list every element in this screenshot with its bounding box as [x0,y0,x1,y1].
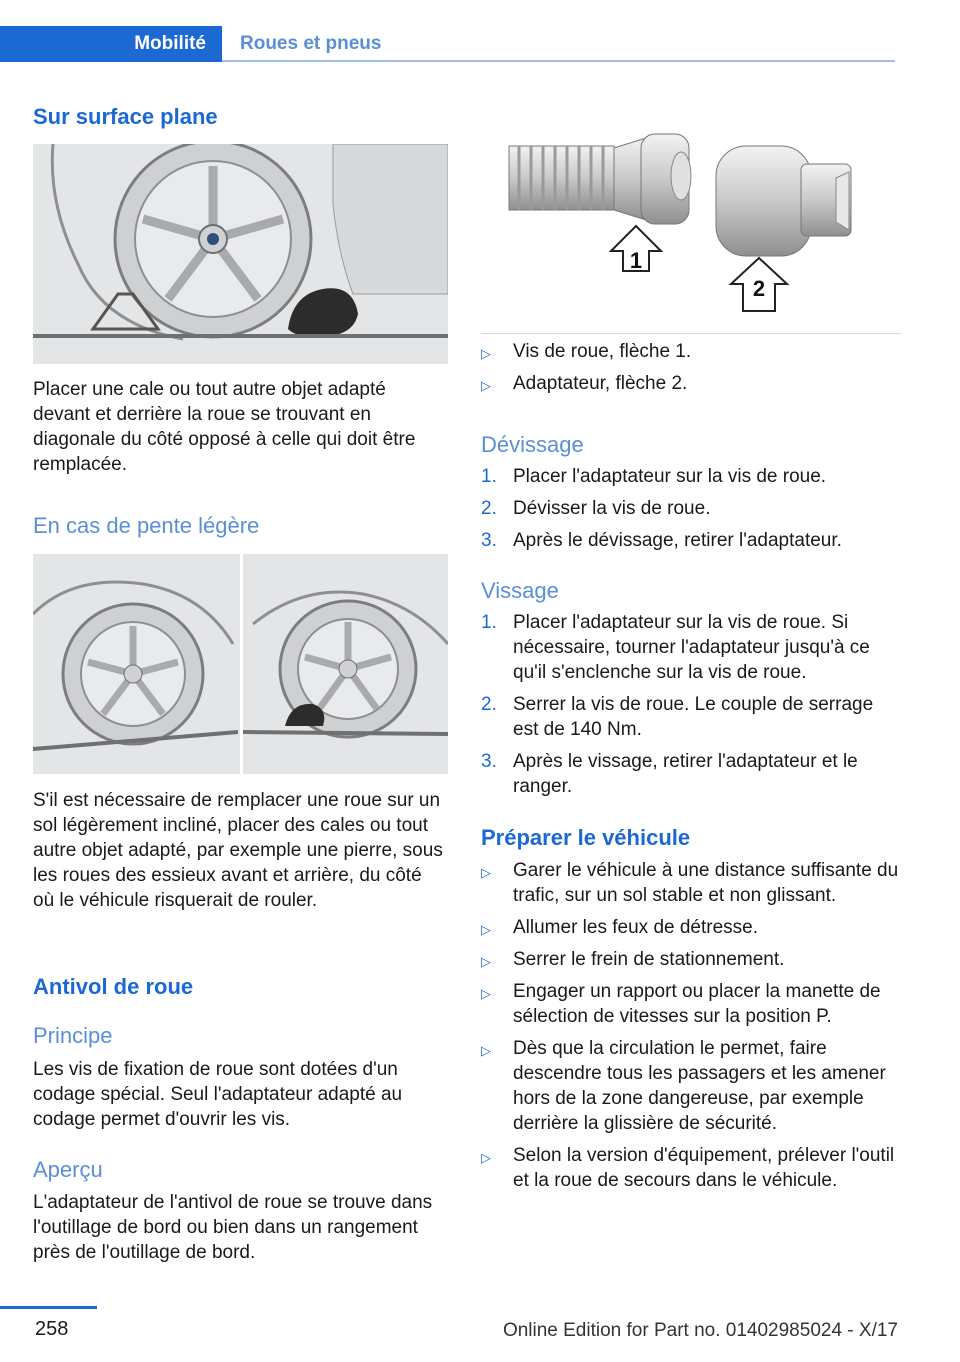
list-item: 2. Serrer la vis de roue. Le couple de serrage est de 140 Nm. [481,694,874,740]
screwing-steps [481,610,901,799]
tab-roues-et-pneus[interactable]: Roues et pneus [240,33,382,54]
chapter-tabs [0,26,895,62]
triangle-bullet-icon: ▷ [481,954,491,969]
parts-list [481,339,901,396]
list-item: 2. Dévisser la vis de roue. [481,498,711,519]
list-item: ▷ Allumer les feux de détresse. [481,915,901,940]
heading-overview: Aperçu [33,1157,103,1182]
list-item: 1. Placer l'adaptateur sur la vis de roue. Si nécessaire, tourner l'adaptateur jusqu'à ce qu'il s'enclenche sur la vis de roue. [481,612,870,683]
wheel-chock-flat-illustration [33,144,448,364]
arrow-label-1: 1 [629,248,643,273]
list-item: ▷ Vis de roue, flèche 1. [481,339,901,364]
page-number: 258 [35,1318,69,1340]
list-item: ▷ Serrer le frein de stationnement. [481,947,901,972]
heading-flat-surface: Sur surface plane [33,104,218,129]
lock-bolt-adapter-drawing [481,126,896,326]
heading-screwing: Vissage [481,578,559,603]
wheel-chock-slope-drawing [33,554,448,774]
triangle-bullet-icon: ▷ [481,865,491,880]
paragraph-overview: L'adaptateur de l'antivol de roue se trouve dans l'outillage de bord ou bien dans un rangement près de l'outillage de bord. [33,1192,433,1263]
tab-mobilite[interactable]: Mobilité [0,26,222,62]
list-item: ▷ Engager un rapport ou placer la manette de sélection de vitesses sur la position P. [481,981,881,1027]
list-item: ▷ Garer le véhicule à une distance suffisante du trafic, sur un sol stable et non glissant. [481,860,899,906]
list-item: ▷ Adaptateur, flèche 2. [481,371,901,396]
wheel-chock-flat-drawing [33,144,448,364]
paragraph-principle: Les vis de fixation de roue sont dotées d'un codage spécial. Seul l'adaptateur adapté au codage permet d'ouvrir les vis. [33,1059,403,1130]
triangle-bullet-icon: ▷ [481,986,491,1001]
paragraph-flat-surface: Placer une cale ou tout autre objet adapté devant et derrière la roue se trouvant en diagonale du côté opposé à celle qui doit être remplacée. [33,379,416,475]
triangle-bullet-icon: ▷ [481,1043,491,1058]
list-item: 1. Placer l'adaptateur sur la vis de roue. [481,466,827,487]
list-item: 3. Après le dévissage, retirer l'adaptateur. [481,530,842,551]
triangle-bullet-icon: ▷ [481,1150,491,1165]
figure-rule [481,333,901,334]
list-item: ▷ Selon la version d'équipement, prélever l'outil et la roue de secours dans le véhicule. [481,1145,895,1191]
triangle-bullet-icon: ▷ [481,378,491,393]
paragraph-slight-slope: S'il est nécessaire de remplacer une roue sur un sol légèrement incliné, placer des cales ou tout autre objet adapté, par exemple une pierre, sous les roues des essieux avant et arrière, du côté où le véhicule risquerait de rouler. [33,790,443,911]
heading-wheel-lock: Antivol de roue [33,974,194,999]
triangle-bullet-icon: ▷ [481,922,491,937]
tab-underline [222,60,895,62]
list-item: 3. Après le vissage, retirer l'adaptateur et le ranger. [481,751,858,797]
heading-prepare-vehicle: Préparer le véhicule [481,825,691,850]
edition-note: Online Edition for Part no. 01402985024 - X/17 [502,1320,898,1341]
wheel-chock-slope-illustration [33,554,448,774]
heading-unscrewing: Dévissage [481,432,584,457]
arrow-label-2: 2 [752,276,766,301]
prepare-vehicle-list [481,858,901,1193]
list-item: ▷ Dès que la circulation le permet, faire descendre tous les passagers et les amener hors de la zone dangereuse, par exemple derrière la glissière de sécurité. [481,1038,886,1134]
footer-rule [0,1306,97,1309]
heading-slight-slope: En cas de pente légère [33,513,260,538]
unscrewing-steps [481,464,901,553]
heading-principle: Principe [33,1023,113,1048]
triangle-bullet-icon: ▷ [481,346,491,361]
lock-bolt-adapter-illustration [481,126,896,326]
